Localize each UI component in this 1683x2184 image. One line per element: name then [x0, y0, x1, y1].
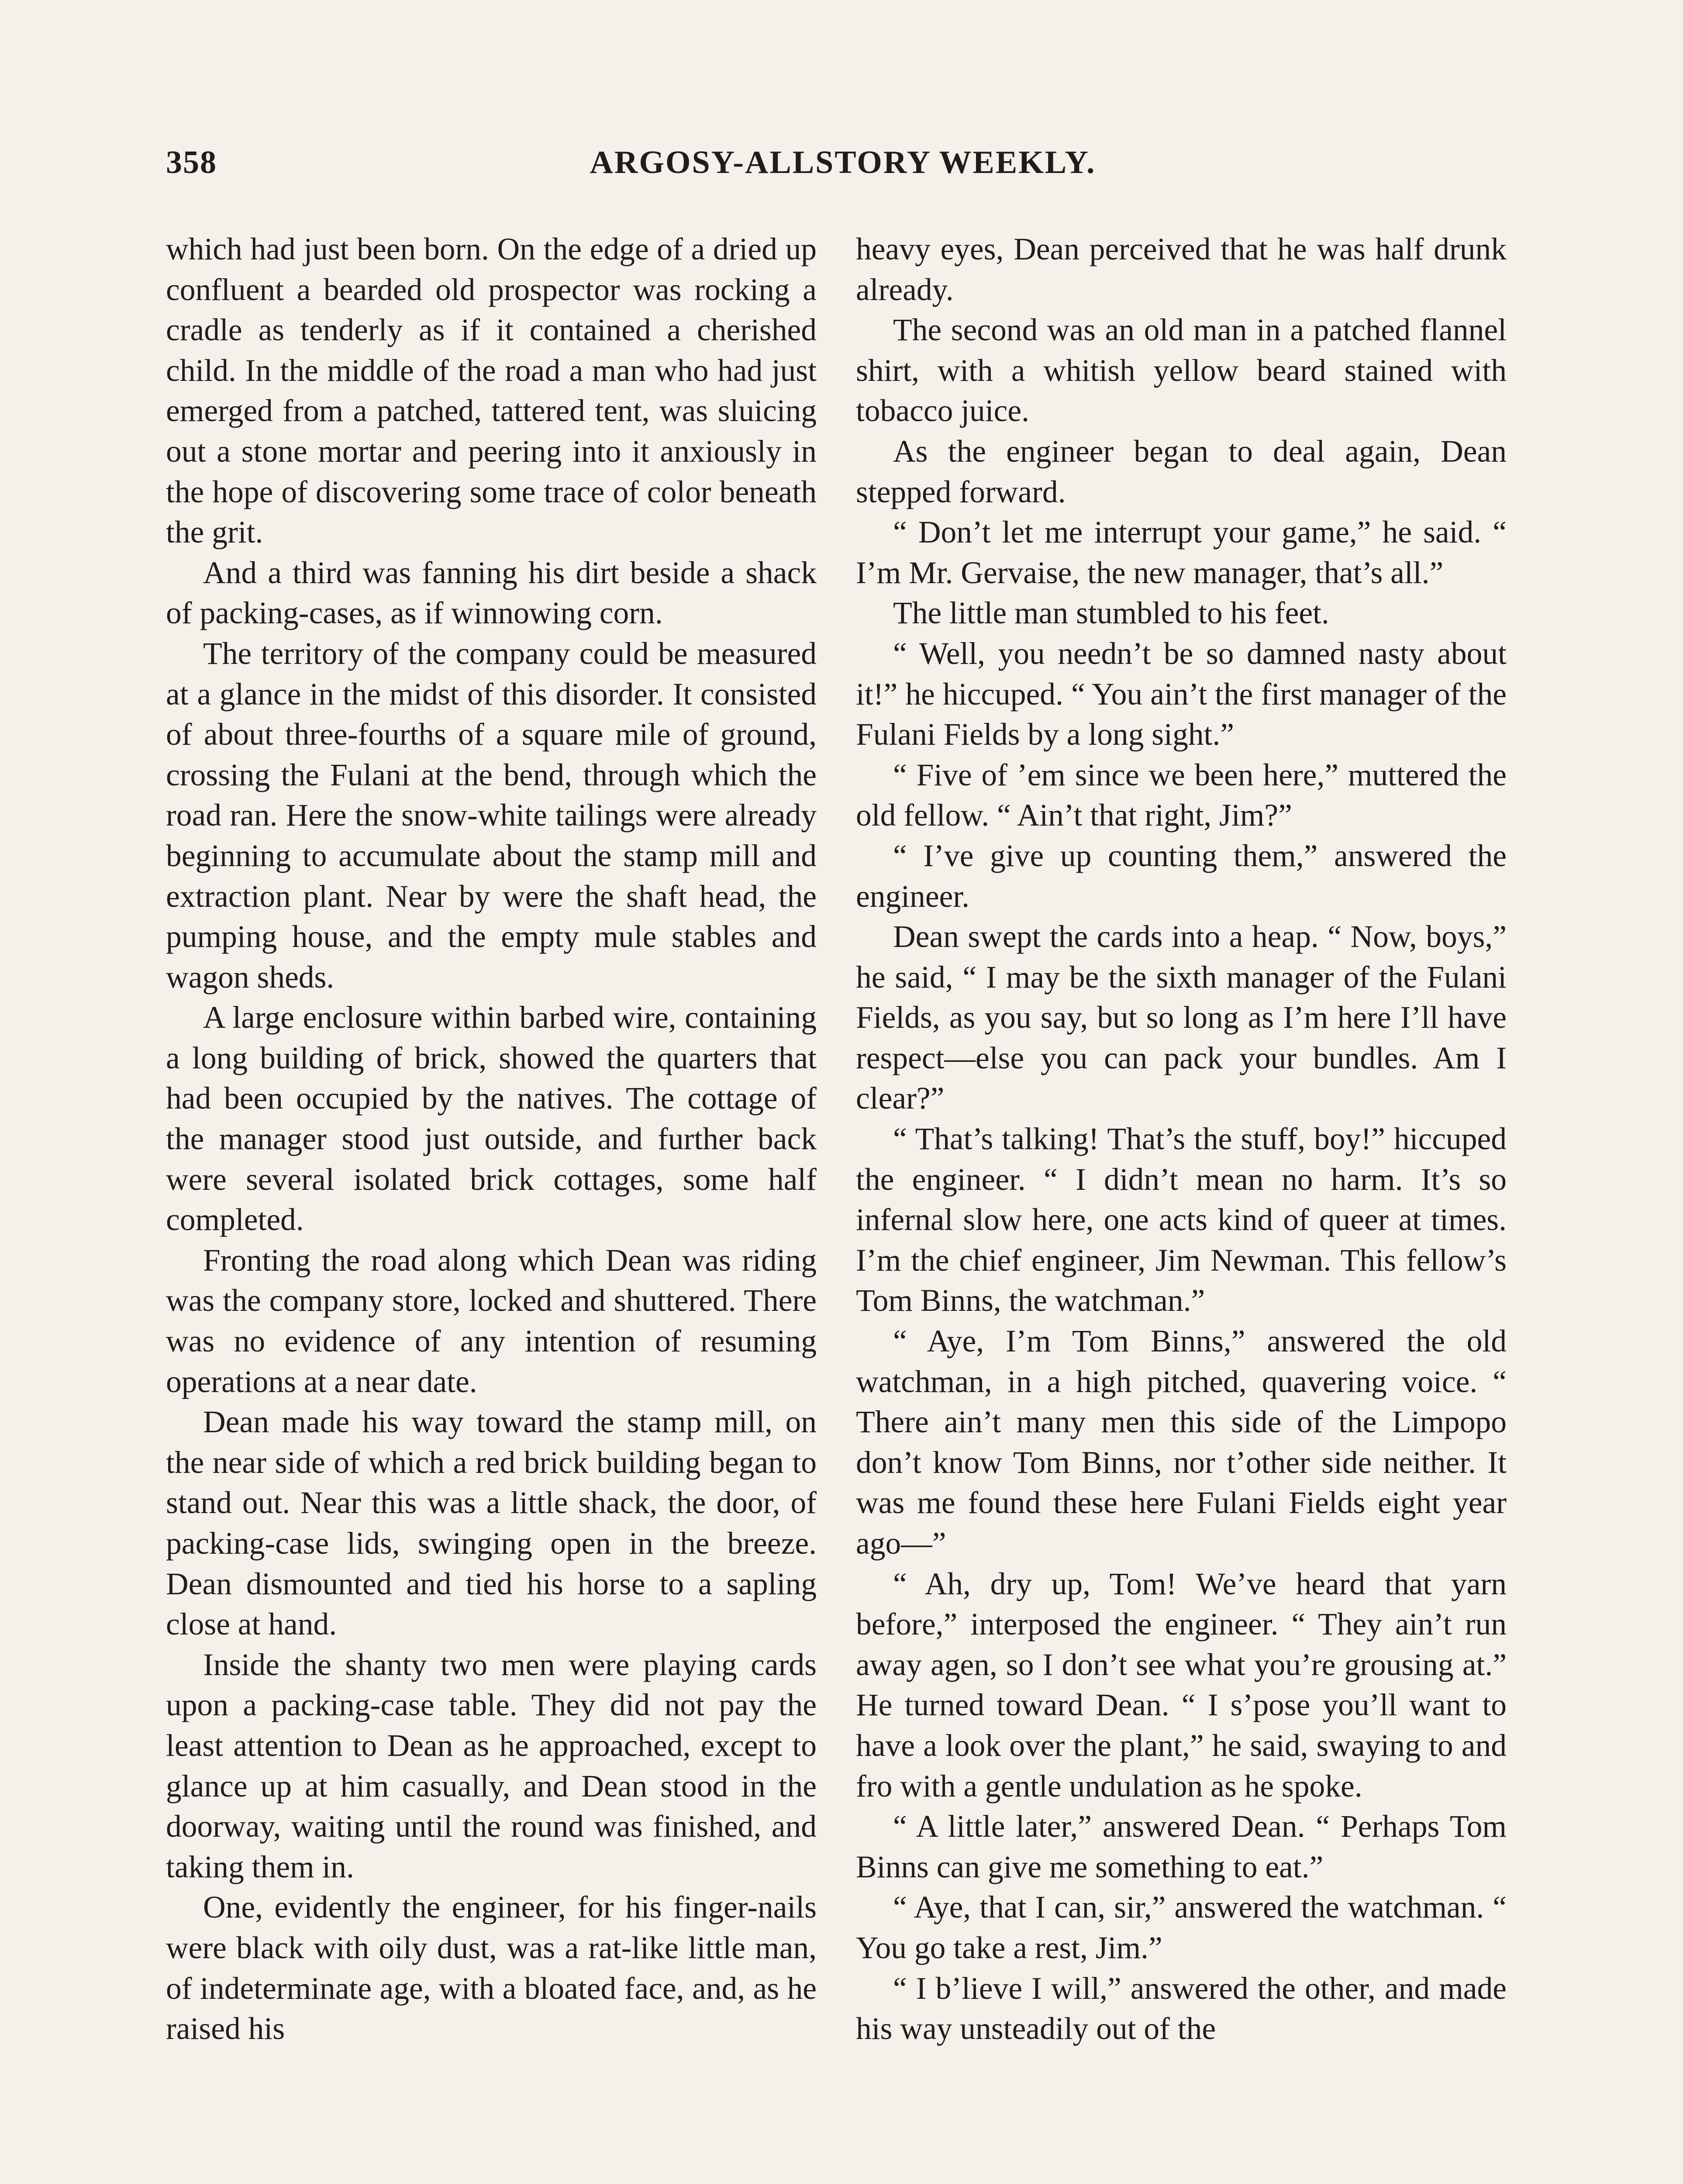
paragraph: “ Don’t let me interrupt your game,” he said. “ I’m Mr. Gervaise, the new manager, that’s all.” — [856, 515, 1507, 590]
paragraph: “ Aye, I’m Tom Binns,” answered the old watchman, in a high pitched, quavering voice. “ There ain’t many men this side of the Limpopo don’t know Tom Binns, nor t’other side neither. It was me found these here Fulani Fields eight year ago—” — [856, 1324, 1507, 1561]
paragraph: As the engineer began to deal again, Dean stepped forward. — [856, 434, 1507, 509]
paragraph: “ A little later,” answered Dean. “ Perhaps Tom Binns can give me something to eat.” — [856, 1809, 1507, 1884]
page-number: 358 — [166, 145, 217, 180]
paragraph: And a third was fanning his dirt beside a shack of packing-cases, as if winnowing corn. — [166, 555, 817, 631]
page-header — [166, 144, 1520, 192]
paragraph: heavy eyes, Dean perceived that he was half drunk already. — [856, 232, 1507, 307]
paragraph: “ Aye, that I can, sir,” answered the watchman. “ You go take a rest, Jim.” — [856, 1890, 1507, 1965]
paragraph: Inside the shanty two men were playing cards upon a packing-case table. They did not pay the least attention to Dean as he approached, except to glance up at him casually, and Dean stood in the doorway, waiting until the round was finished, and taking them in. — [166, 1647, 817, 1884]
paragraph: which had just been born. On the edge of a dried up confluent a bearded old prospector was rocking a cradle as tenderly as if it contained a cherished child. In the middle of the road a man who had just emerged from a patched, tattered tent, was sluicing out a stone mortar and peering into it anxiously in the hope of discovering some trace of color beneath the grit. — [166, 232, 817, 550]
paragraph: “ Well, you needn’t be so damned nasty about it!” he hiccuped. “ You ain’t the first manager of the Fulani Fields by a long sight.” — [856, 636, 1507, 752]
right-column — [856, 229, 1507, 2049]
paragraph: “ Five of ’em since we been here,” muttered the old fellow. “ Ain’t that right, Jim?” — [856, 757, 1507, 833]
left-column — [166, 229, 817, 2049]
paragraph: “ I b’lieve I will,” answered the other, and made his way unsteadily out of the — [856, 1971, 1507, 2046]
paragraph: Dean swept the cards into a heap. “ Now, boys,” he said, “ I may be the sixth manager of the Fulani Fields, as you say, but so long as I’m here I’ll have respect—else you can pack your bundles. Am I clear?” — [856, 919, 1507, 1116]
paragraph: Fronting the road along which Dean was riding was the company store, locked and shuttered. There was no evidence of any intention of resuming operations at a near date. — [166, 1243, 817, 1399]
paragraph: The second was an old man in a patched flannel shirt, with a whitish yellow beard stained with tobacco juice. — [856, 313, 1507, 429]
paragraph: The little man stumbled to his feet. — [893, 596, 1329, 631]
paragraph: One, evidently the engineer, for his finger-nails were black with oily dust, was a rat-like little man, of indeterminate age, with a bloated face, and, as he raised his — [166, 1890, 817, 2046]
paragraph: A large enclosure within barbed wire, containing a long building of brick, showed the quarters that had been occupied by the natives. The cottage of the manager stood just outside, and further back were several isolated brick cottages, some half completed. — [166, 1000, 817, 1237]
running-title: ARGOSY-ALLSTORY WEEKLY. — [590, 145, 1096, 180]
paragraph: “ Ah, dry up, Tom! We’ve heard that yarn before,” interposed the engineer. “ They ain’t run away agen, so I don’t see what you’re grousing at.” He turned toward Dean. “ I s’pose you’ll want to have a look over the plant,” he said, swaying to and fro with a gentle undulation as he spoke. — [856, 1566, 1507, 1804]
paragraph: Dean made his way toward the stamp mill, on the near side of which a red brick building began to stand out. Near this was a little shack, the door, of packing-case lids, swinging open in the breeze. Dean dismounted and tied his horse to a sapling close at hand. — [166, 1405, 817, 1642]
paragraph: The territory of the company could be measured at a glance in the midst of this disorder. It consisted of about three-fourths of a square mile of ground, crossing the Fulani at the bend, through which the road ran. Here the snow-white tailings were already beginning to accumulate about the stamp mill and extraction plant. Near by were the shaft head, the pumping house, and the empty mule stables and wagon sheds. — [166, 636, 817, 995]
paragraph: “ I’ve give up counting them,” answered the engineer. — [856, 838, 1507, 914]
paragraph: “ That’s talking! That’s the stuff, boy!” hiccuped the engineer. “ I didn’t mean no harm. It’s so infernal slow here, one acts kind of queer at times. I’m the chief engineer, Jim Newman. This fellow’s Tom Binns, the watchman.” — [856, 1122, 1507, 1318]
